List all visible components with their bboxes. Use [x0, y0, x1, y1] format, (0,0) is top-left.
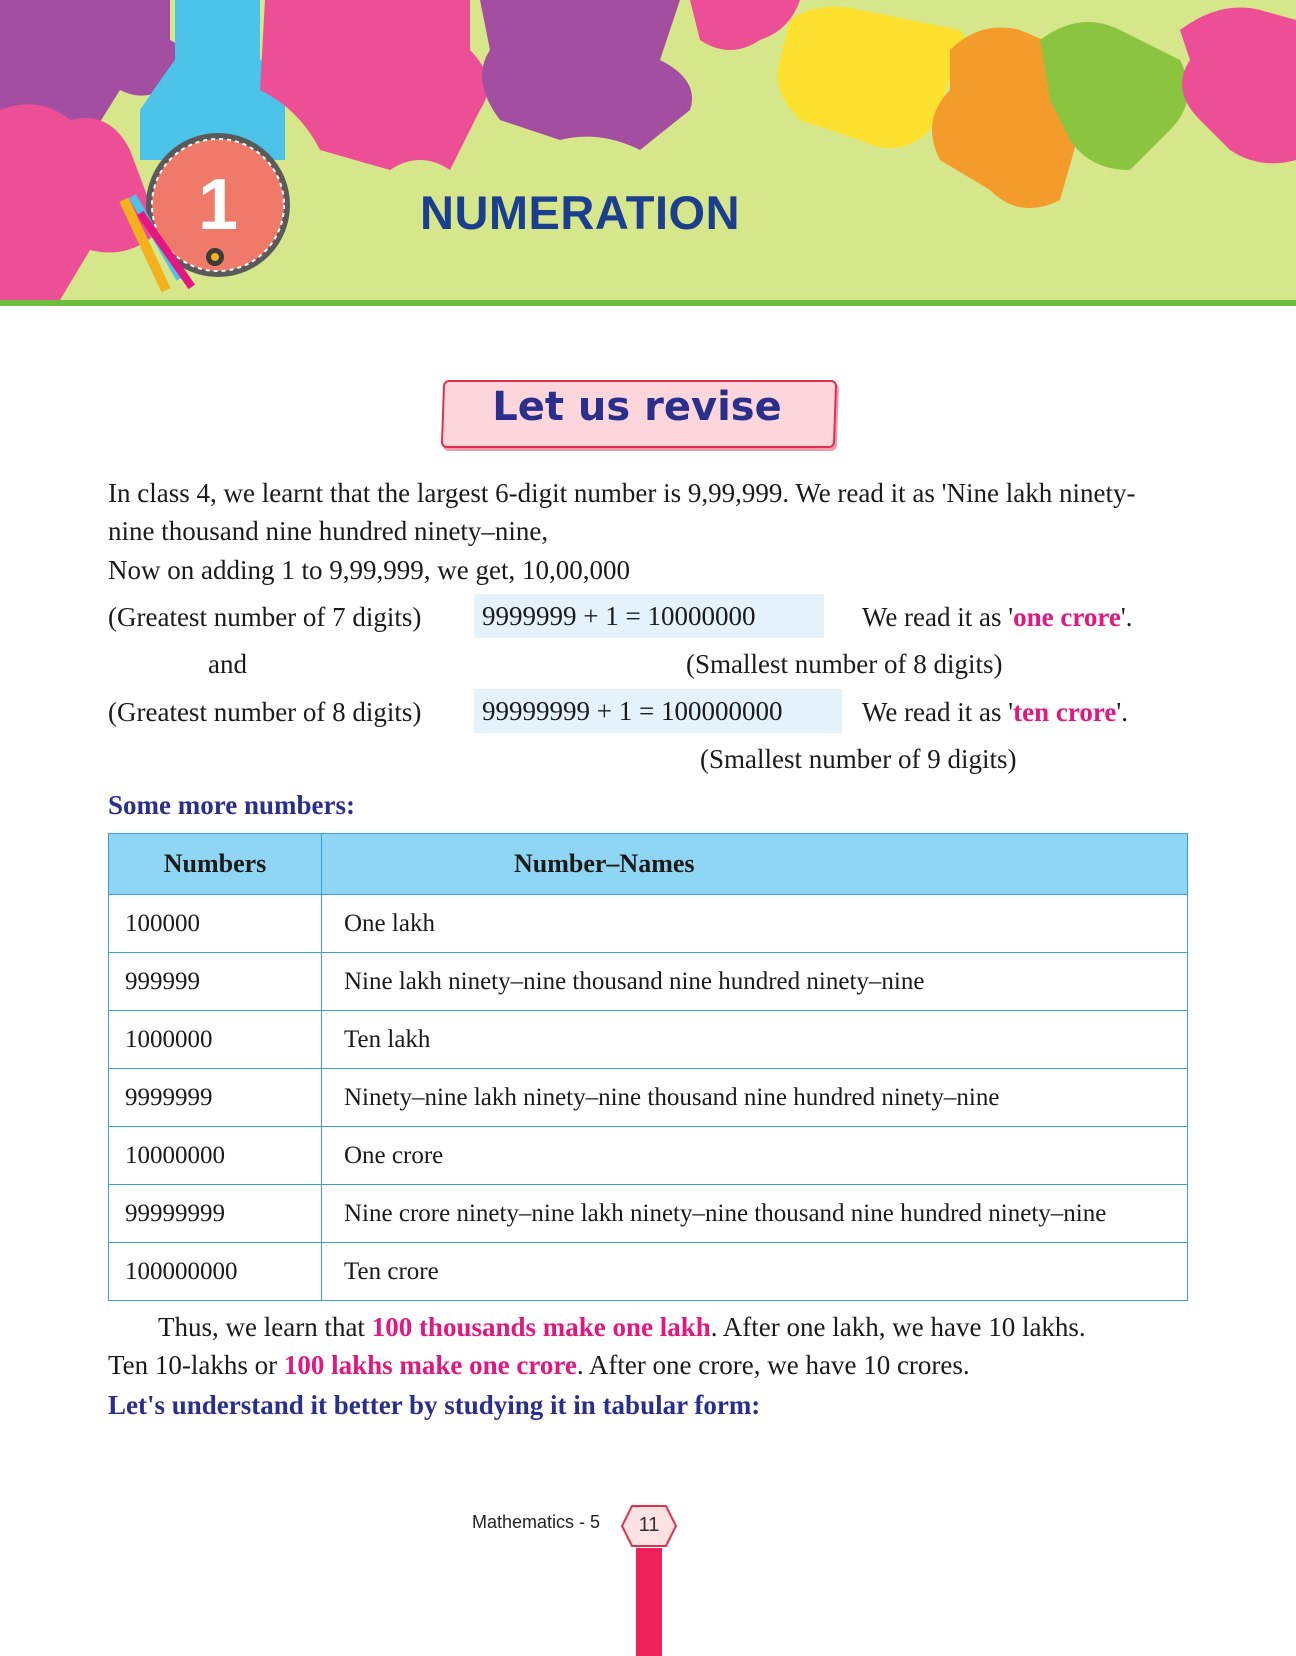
- table-header-row: [109, 834, 1188, 895]
- equation-box-1: [474, 594, 824, 638]
- read-as-suffix: '.: [1120, 602, 1133, 632]
- read-as-suffix: '.: [1116, 697, 1128, 727]
- number-cell: 100000000: [109, 1243, 322, 1301]
- summary-text: Thus, we learn that: [158, 1312, 372, 1342]
- intro-line-2: nine thousand nine hundred ninety–nine,: [108, 516, 549, 546]
- number-cell: 9999999: [109, 1069, 322, 1127]
- equation-box-2: [474, 689, 842, 733]
- puzzle-pieces-illustration: [0, 0, 1296, 310]
- number-name-cell: One crore: [322, 1127, 1188, 1185]
- summary-line-1: [158, 1308, 1086, 1346]
- read-as-value: ten crore: [1013, 697, 1117, 727]
- number-cell: 10000000: [109, 1127, 322, 1185]
- read-as-1: [862, 598, 1132, 636]
- number-cell: 1000000: [109, 1011, 322, 1069]
- numbers-table: [108, 833, 1188, 1301]
- smallest-8-note: (Smallest number of 8 digits): [686, 649, 1003, 679]
- greatest-7-label: (Greatest number of 7 digits): [108, 602, 422, 632]
- summary-highlight: 100 thousands make one lakh: [371, 1312, 711, 1342]
- number-name-cell: Ten crore: [322, 1243, 1188, 1301]
- table-row: [109, 895, 1188, 953]
- connector-and: and: [208, 649, 247, 679]
- number-name-cell: Nine crore ninety–nine lakh ninety–nine thousand nine hundred ninety–nine: [322, 1185, 1188, 1243]
- chapter-banner: [0, 0, 1296, 310]
- table-row: [109, 953, 1188, 1011]
- page-number: 11: [638, 1514, 660, 1536]
- number-name-cell: One lakh: [322, 895, 1188, 953]
- number-cell: 99999999: [109, 1185, 322, 1243]
- equation-2: 99999999 + 1 = 100000000: [482, 696, 783, 726]
- number-name-cell: Ninety–nine lakh ninety–nine thousand nine hundred ninety–nine: [322, 1069, 1188, 1127]
- number-name-cell: Nine lakh ninety–nine thousand nine hundred ninety–nine: [322, 953, 1188, 1011]
- number-cell: 100000: [109, 895, 322, 953]
- summary-text: Ten 10-lakhs or: [108, 1350, 284, 1380]
- section-title: Let us revise: [492, 384, 782, 430]
- smallest-9-note: (Smallest number of 9 digits): [700, 744, 1017, 774]
- summary-text: . After one lakh, we have 10 lakhs.: [710, 1312, 1086, 1342]
- read-as-prefix: We read it as ': [862, 697, 1014, 727]
- greatest-8-label: (Greatest number of 8 digits): [108, 697, 422, 727]
- table-row: [109, 1069, 1188, 1127]
- intro-line-1: In class 4, we learnt that the largest 6-digit number is 9,99,999. We read it as 'Nine lakh ninety-: [108, 478, 1136, 508]
- number-cell: 999999: [109, 953, 322, 1011]
- summary-highlight: 100 lakhs make one crore: [283, 1350, 577, 1380]
- summary-text: . After one crore, we have 10 crores.: [576, 1350, 970, 1380]
- column-header-numbers: Numbers: [109, 834, 322, 895]
- table-row: [109, 1185, 1188, 1243]
- chapter-number: 1: [197, 165, 239, 245]
- equation-1: 9999999 + 1 = 10000000: [482, 601, 756, 631]
- number-name-cell: Ten lakh: [322, 1011, 1188, 1069]
- read-as-2: [862, 693, 1128, 731]
- read-as-value: one crore: [1013, 602, 1121, 632]
- more-numbers-heading: Some more numbers:: [108, 790, 355, 820]
- chapter-title: NUMERATION: [420, 186, 741, 239]
- summary-line-2: [108, 1346, 970, 1384]
- column-header-names: Number–Names: [322, 834, 1188, 895]
- table-row: [109, 1127, 1188, 1185]
- intro-line-3: Now on adding 1 to 9,99,999, we get, 10,00,000: [108, 555, 630, 585]
- closing-heading: Let's understand it better by studying it in tabular form:: [108, 1390, 761, 1420]
- read-as-prefix: We read it as ': [862, 602, 1014, 632]
- footer-subject: Mathematics - 5: [472, 1512, 601, 1532]
- table-row: [109, 1243, 1188, 1301]
- table-row: [109, 1011, 1188, 1069]
